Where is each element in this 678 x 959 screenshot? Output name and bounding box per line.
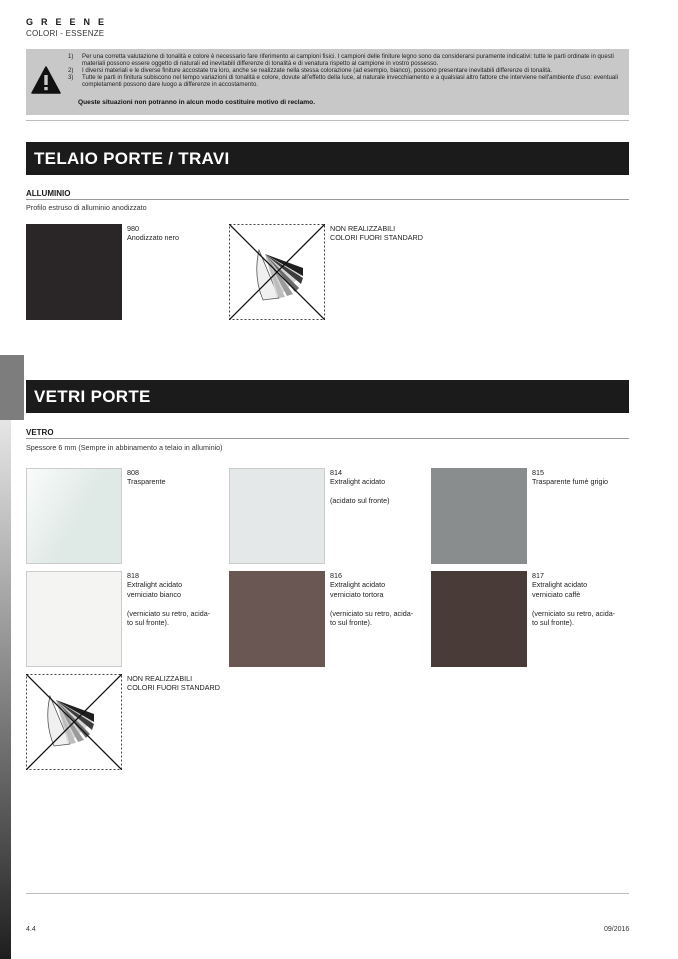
swatch-label: 818 Extralight acidato verniciato bianco (verniciato su retro, acida- to sul fronte). [127,571,211,628]
page-number: 4.4 [26,926,36,933]
swatch-label: 814 Extralight acidato (acidato sul fronte) [330,468,390,506]
color-swatch [26,224,122,320]
not-available-label: NON REALIZZABILI COLORI FUORI STANDARD [330,224,423,243]
not-available-label: NON REALIZZABILI COLORI FUORI STANDARD [127,674,220,693]
notice-list [68,53,624,88]
color-swatch [26,468,122,564]
subhead-vetro: VETRO [26,428,54,437]
not-available-icon [26,674,122,770]
divider [26,438,629,439]
side-tab [0,355,24,420]
page-subtitle: COLORI - ESSENZE [26,29,105,38]
side-bar [0,420,11,959]
color-swatch [431,468,527,564]
swatch-label: 980 Anodizzato nero [127,224,179,243]
color-swatch [229,468,325,564]
warning-triangle-icon [31,66,61,94]
color-swatch [26,571,122,667]
brand-logo: GREENE [26,17,113,27]
color-swatch [431,571,527,667]
edition-date: 09/2016 [604,926,630,933]
footer-divider [26,893,629,894]
divider [26,199,629,200]
swatch-label: 808 Trasparente [127,468,166,487]
color-swatch [229,571,325,667]
section-title-vetri: VETRI PORTE [26,380,629,413]
not-available-icon [229,224,325,320]
section-description: Profilo estruso di alluminio anodizzato [26,203,147,212]
section-description: Spessore 6 mm (Sempre in abbinamento a telaio in alluminio) [26,443,223,452]
swatch-label: 817 Extralight acidato verniciato caffè (verniciato su retro, acida- to sul fronte). [532,571,616,628]
notice-item: 1) Per una corretta valutazione di tonalità e colore è necessario fare riferimento ai campioni fisici. I campioni delle finiture legno sono da considerarsi puramente indicativi: tutte le parti ordinate in questi materiali possono essere oggetto di naturali ed inevitabili differenze di tonalità e di venatura rispetto al campione in vostro possesso. [68,53,614,68]
subhead-alluminio: ALLUMINIO [26,189,71,198]
swatch-label: 815 Trasparente fumè grigio [532,468,609,487]
section-title-telaio: TELAIO PORTE / TRAVI [26,142,629,175]
notice-item: 3) Tutte le parti in finitura subiscono nel tempo variazioni di tonalità e colore, dovute all'effetto della luce, al naturale invecchiamento e a qualsiasi altro fattore che interviene nell'ambiente d'uso: eventuali completamenti possono dare luogo a differenze in accostamento. [68,74,618,89]
notice-disclaimer: Queste situazioni non potranno in alcun modo costituire motivo di reclamo. [78,99,316,106]
swatch-label: 816 Extralight acidato verniciato tortora (verniciato su retro, acida- to sul fronte). [330,571,414,628]
divider [26,120,629,121]
notice-box [26,49,629,115]
notice-item: 2) I diversi materiali e le diverse finiture accostate tra loro, anche se realizzate nella stessa colorazione (ad esempio, bianco), possono presentare inevitabili differenze di tonalità. [68,67,553,75]
